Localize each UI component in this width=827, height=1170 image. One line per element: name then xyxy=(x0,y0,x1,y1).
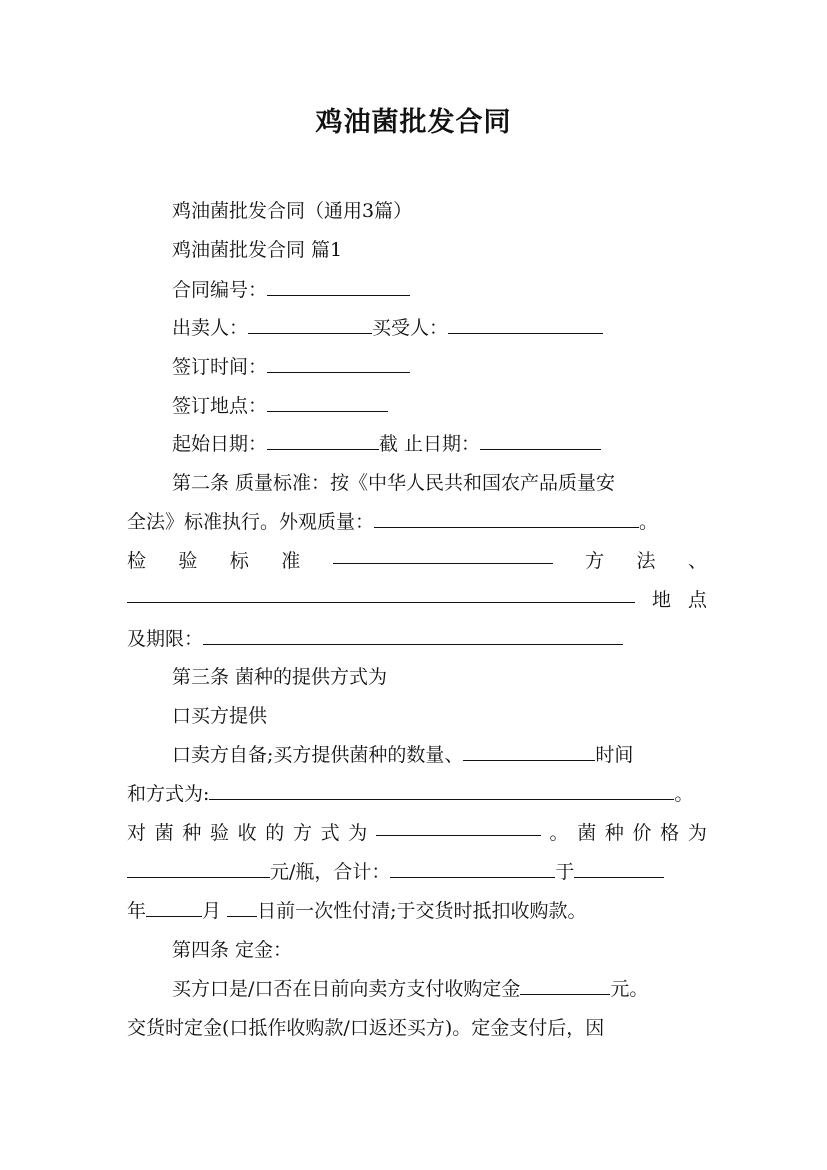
sign-time-blank[interactable] xyxy=(267,355,410,373)
price-char: 。 xyxy=(549,822,569,844)
price-char: 种 xyxy=(604,822,624,844)
period-label: 及期限： xyxy=(127,628,204,650)
payment-year-blank[interactable] xyxy=(574,860,664,878)
unit-price-blank[interactable] xyxy=(127,860,270,878)
buyer-provides-option xyxy=(127,701,752,731)
acceptance-char: 菌 xyxy=(154,822,174,844)
article-three-text: 第三条 菌种的提供方式为 xyxy=(172,666,388,688)
paragraph-subtitle xyxy=(127,196,752,226)
start-date-blank[interactable] xyxy=(267,432,379,450)
appearance-quality-blank[interactable] xyxy=(374,510,639,528)
deposit-amount-blank[interactable] xyxy=(520,977,610,995)
article-four-line xyxy=(127,935,752,965)
inspection-char: 检 xyxy=(127,550,147,572)
buyer-label: 买受人： xyxy=(372,317,449,339)
at-text: 于 xyxy=(555,861,575,883)
period-mark: 。 xyxy=(674,783,694,805)
document-title: 鸡油菌批发合同 xyxy=(315,107,512,138)
price-char: 价 xyxy=(632,822,652,844)
price-unit-text: 元/瓶，合计： xyxy=(270,861,391,883)
acceptance-char: 式 xyxy=(320,822,340,844)
date-range-row xyxy=(127,429,752,459)
total-blank[interactable] xyxy=(390,860,555,878)
payment-terms-text: 日前一次性付清;于交货时抵扣收购款。 xyxy=(257,900,587,922)
article-four-text: 第四条 定金： xyxy=(172,939,293,961)
method-row xyxy=(127,779,707,809)
article-three-line xyxy=(127,662,752,692)
deposit-handling-row xyxy=(127,1013,707,1043)
deposit-row xyxy=(127,974,752,1004)
sign-place-row xyxy=(127,391,752,421)
deposit-handling-text: 交货时定金(口抵作收购款/口返还买方)。定金支付后，因 xyxy=(127,1017,605,1039)
method-char: 、 xyxy=(687,550,707,572)
sign-place-blank[interactable] xyxy=(267,394,388,412)
price-row xyxy=(127,857,707,887)
acceptance-char: 为 xyxy=(348,822,368,844)
inspection-char: 标 xyxy=(229,550,249,572)
period-blank[interactable] xyxy=(203,627,623,645)
method-label: 和方式为: xyxy=(127,783,210,805)
acceptance-method-blank[interactable] xyxy=(376,818,541,836)
sign-place-label: 签订地点： xyxy=(172,395,268,417)
time-text: 时间 xyxy=(595,744,634,766)
appearance-quality-text: 全法》标准执行。外观质量： xyxy=(127,511,375,533)
month-text: 月 xyxy=(202,900,222,922)
contract-number-label: 合同编号： xyxy=(172,279,268,301)
method-blank[interactable] xyxy=(209,782,674,800)
acceptance-char: 种 xyxy=(182,822,202,844)
seller-provides-row xyxy=(127,740,752,770)
contract-number-row xyxy=(127,275,752,305)
inspection-standard-blank[interactable] xyxy=(333,546,553,564)
sign-time-label: 签订时间： xyxy=(172,356,268,378)
article-two-text: 第二条 质量标准：按《中华人民共和国农产品质量安 xyxy=(172,472,616,494)
yuan-text: 元。 xyxy=(610,978,649,1000)
price-char: 为 xyxy=(687,822,707,844)
place-char: 点 xyxy=(687,589,707,611)
start-date-label: 起始日期： xyxy=(172,433,268,455)
acceptance-char: 的 xyxy=(265,822,285,844)
end-date-label: 截 止日期： xyxy=(379,433,481,455)
price-char: 格 xyxy=(660,822,680,844)
acceptance-method-row xyxy=(127,818,707,848)
acceptance-char: 方 xyxy=(292,822,312,844)
payment-date-row xyxy=(127,896,707,926)
seller-label: 出卖人： xyxy=(172,317,249,339)
contract-number-blank[interactable] xyxy=(267,278,410,296)
parties-row xyxy=(127,313,752,343)
sign-time-row xyxy=(127,352,752,382)
period-row xyxy=(127,624,707,654)
price-char: 菌 xyxy=(577,822,597,844)
payment-month-blank[interactable] xyxy=(146,899,202,917)
seller-provides-text[interactable]: 口卖方自备;买方提供菌种的数量、 xyxy=(172,744,464,766)
seller-blank[interactable] xyxy=(248,316,372,334)
year-text: 年 xyxy=(127,900,147,922)
inspection-standard-row xyxy=(127,546,707,576)
inspection-char: 验 xyxy=(178,550,198,572)
buyer-blank[interactable] xyxy=(448,316,603,334)
inspection-place-row xyxy=(127,585,707,615)
method-char: 法 xyxy=(636,550,656,572)
strain-quantity-blank[interactable] xyxy=(463,743,595,761)
section-heading-text: 鸡油菌批发合同 篇1 xyxy=(172,239,343,261)
inspection-char: 准 xyxy=(281,550,301,572)
acceptance-char: 对 xyxy=(127,822,147,844)
appearance-quality-row xyxy=(127,507,707,537)
place-char: 地 xyxy=(651,589,671,611)
inspection-method-blank[interactable] xyxy=(127,585,635,603)
end-date-blank[interactable] xyxy=(480,432,601,450)
article-two-line xyxy=(127,468,752,498)
period-mark: 。 xyxy=(639,511,659,533)
buyer-provides-text[interactable]: 口买方提供 xyxy=(172,705,268,727)
payment-day-blank[interactable] xyxy=(227,899,257,917)
paragraph-section-heading xyxy=(127,235,752,265)
deposit-text: 买方口是/口否在日前向卖方支付收购定金 xyxy=(172,978,521,1000)
acceptance-char: 收 xyxy=(237,822,257,844)
subtitle-text: 鸡油菌批发合同（通用3篇） xyxy=(172,200,413,222)
method-char: 方 xyxy=(585,550,605,572)
acceptance-char: 验 xyxy=(209,822,229,844)
